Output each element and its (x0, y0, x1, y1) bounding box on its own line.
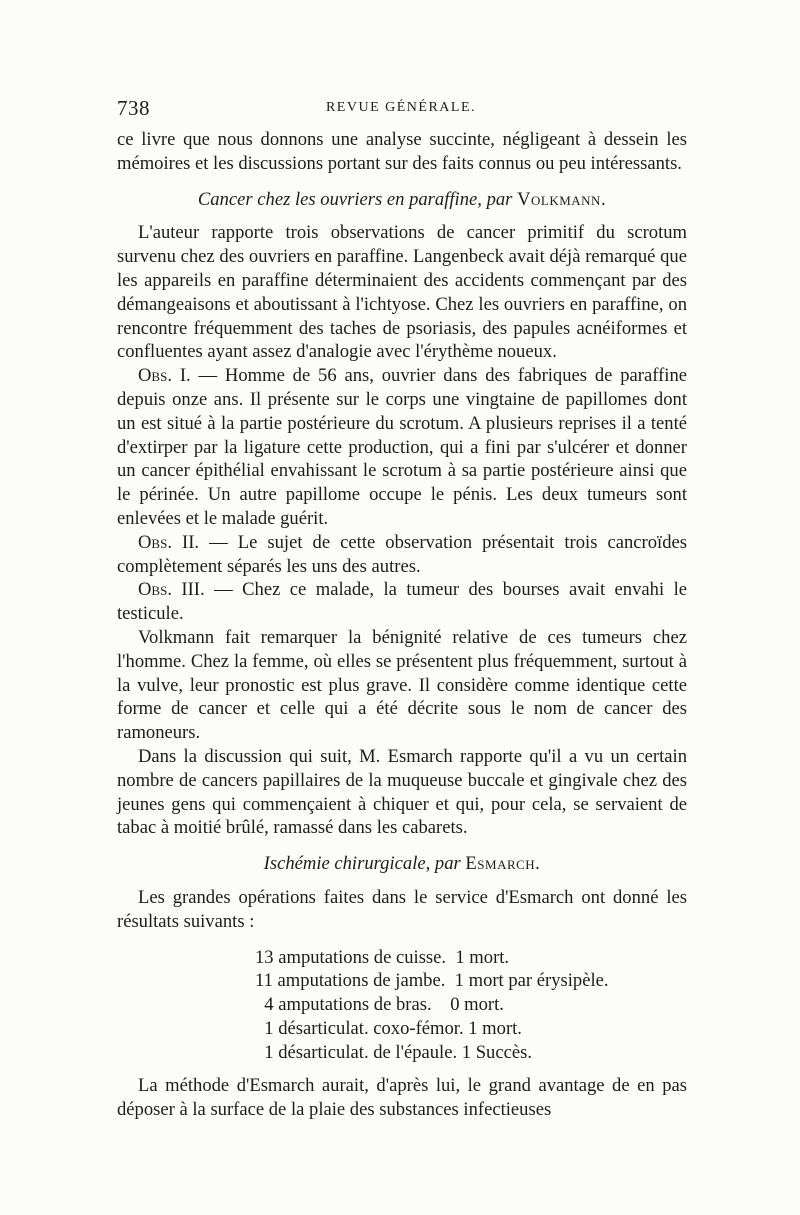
paragraph: L'auteur rapporte trois observations de cancer primitif du scrotum survenu chez des ouvriers en paraffine. Langenbeck avait déjà remarqué que les appareils en paraffine déterminaient des accidents commençant par des démangeaisons et aboutissant à l'ichtyose. Chez les ouvriers en paraffine, on rencontre fréquemment des taches de psoriasis, des papules acnéiformes et confluentes ayant assez d'analogie avec l'érythème noueux. (117, 222, 687, 363)
paragraph: Dans la discussion qui suit, M. Esmarch rapporte qu'il a vu un certain nombre de cancers papillaires de la muqueuse buccale et gingivale chez des jeunes gens qui commençaient à chiquer et qui, pour cela, se servaient de tabac à moitié brûlé, ramassé dans les cabarets. (117, 745, 687, 839)
section-author: Volkmann. (517, 188, 607, 210)
result-row: 1 désarticulat. coxo-fémor. 1 mort. (255, 1017, 522, 1039)
observation-text: — Chez ce malade, la tumeur des bourses avait envahi le testicule. (117, 579, 687, 625)
paragraph: Volkmann fait remarquer la bénignité relative de ces tumeurs chez l'homme. Chez la femme, où elles se présentent plus fréquemment, surtout à la vulve, leur pronostic est plus grave. Il considère comme identique cette forme de cancer et celle qui a été décrite sous le nom de cancer des ramoneurs. (117, 626, 687, 744)
observation-text: — Le sujet de cette observation présentait trois cancroïdes complètement séparés les uns des autres. (117, 531, 687, 577)
section-author: Esmarch. (465, 853, 541, 875)
observation-label: Obs. III. (138, 579, 205, 601)
page-number: 738 (117, 96, 150, 120)
section-heading-volkmann (117, 188, 687, 212)
page-header (117, 96, 685, 126)
body-text (117, 128, 687, 1122)
results-list (255, 946, 687, 1065)
result-row: 11 amputations de jambe. 1 mort par érysipèle. (255, 970, 609, 992)
section-heading-esmarch (117, 852, 687, 876)
observation-3 (117, 578, 687, 626)
section-title: Ischémie chirurgicale, (263, 853, 431, 875)
observation-text: — Homme de 56 ans, ouvrier dans des fabriques de paraffine depuis onze ans. Il présente sur le corps une vingtaine de papillomes dont un est situé à la partie postérieure du scrotum. A plusieurs reprises il a tenté d'extirper par la ligature cette production, qui a fini par s'ulcérer et donner un cancer épithélial envahissant le scrotum à sa partie postérieure ainsi que le périnée. Un autre papillome occupe le pénis. Les deux tumeurs sont enlevées et le malade guérit. (117, 365, 687, 529)
result-row: 1 désarticulat. de l'épaule. 1 Succès. (255, 1041, 532, 1063)
result-row: 13 amputations de cuisse. 1 mort. (255, 946, 510, 968)
section-by: par (486, 188, 513, 210)
observation-label: Obs. I. (138, 365, 191, 387)
observation-1 (117, 364, 687, 531)
result-row: 4 amputations de bras. 0 mort. (255, 994, 504, 1016)
paragraph: Les grandes opérations faites dans le service d'Esmarch ont donné les résultats suivants : (117, 886, 687, 932)
running-head: REVUE GÉNÉRALE. (325, 100, 477, 115)
intro-paragraph: ce livre que nous donnons une analyse succinte, négligeant à dessein les mémoires et les discussions portant sur des faits connus ou peu intéressants. (117, 129, 687, 174)
paragraph: La méthode d'Esmarch aurait, d'après lui, le grand avantage de en pas déposer à la surface de la plaie des substances infectieuses (117, 1075, 687, 1121)
section-by: par (434, 853, 461, 875)
section-title: Cancer chez les ouvriers en paraffine, (197, 188, 482, 210)
observation-label: Obs. II. (138, 531, 200, 553)
observation-2 (117, 531, 687, 579)
